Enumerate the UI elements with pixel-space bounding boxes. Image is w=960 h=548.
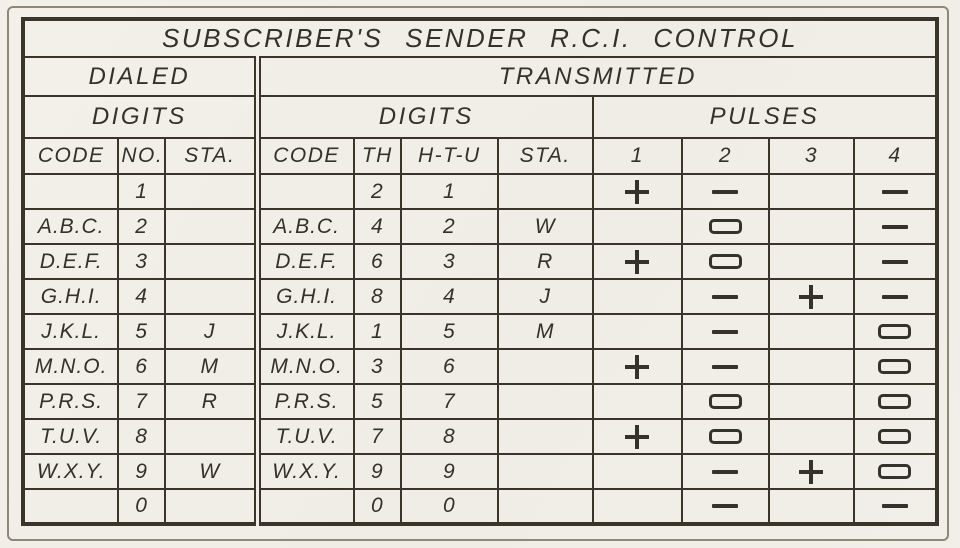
section-header-dialed: DIALED bbox=[23, 57, 257, 96]
cell-transmitted-th: 9 bbox=[354, 454, 402, 489]
cell-pulse-4 bbox=[854, 349, 937, 384]
dash-pulse-icon bbox=[882, 225, 908, 229]
cell-dialed-code: D.E.F. bbox=[23, 244, 118, 279]
cell-transmitted-htu: 0 bbox=[401, 489, 497, 524]
col-header-dialed-code: CODE bbox=[23, 138, 118, 174]
cell-dialed-sta bbox=[165, 279, 257, 314]
cell-transmitted-sta bbox=[498, 489, 593, 524]
cell-transmitted-sta bbox=[498, 419, 593, 454]
cell-transmitted-code bbox=[257, 174, 353, 209]
col-header-pulse-2: 2 bbox=[682, 138, 769, 174]
cell-transmitted-sta bbox=[498, 384, 593, 419]
cell-dialed-sta: J bbox=[165, 314, 257, 349]
cell-dialed-code bbox=[23, 489, 118, 524]
cell-pulse-1 bbox=[593, 349, 682, 384]
cell-dialed-sta bbox=[165, 244, 257, 279]
cell-transmitted-code: W.X.Y. bbox=[257, 454, 353, 489]
cell-transmitted-th: 3 bbox=[354, 349, 402, 384]
group-header-row bbox=[23, 96, 937, 138]
cell-pulse-1 bbox=[593, 454, 682, 489]
box-pulse-icon bbox=[878, 394, 911, 409]
dash-pulse-icon bbox=[882, 295, 908, 299]
cell-pulse-1 bbox=[593, 384, 682, 419]
cell-pulse-3 bbox=[769, 244, 854, 279]
cell-dialed-no: 5 bbox=[118, 314, 165, 349]
table-row bbox=[23, 244, 937, 279]
box-pulse-icon bbox=[709, 394, 742, 409]
cell-dialed-no: 2 bbox=[118, 209, 165, 244]
cell-transmitted-sta bbox=[498, 454, 593, 489]
table-row bbox=[23, 209, 937, 244]
cell-transmitted-sta bbox=[498, 174, 593, 209]
cell-pulse-2 bbox=[682, 244, 769, 279]
cell-transmitted-htu: 6 bbox=[401, 349, 497, 384]
dash-pulse-icon bbox=[712, 190, 738, 194]
cell-pulse-3 bbox=[769, 314, 854, 349]
cell-transmitted-th: 4 bbox=[354, 209, 402, 244]
cell-pulse-1 bbox=[593, 174, 682, 209]
cell-pulse-1 bbox=[593, 209, 682, 244]
cell-pulse-2 bbox=[682, 314, 769, 349]
box-pulse-icon bbox=[878, 464, 911, 479]
cell-transmitted-code: P.R.S. bbox=[257, 384, 353, 419]
cell-transmitted-th: 1 bbox=[354, 314, 402, 349]
table-row bbox=[23, 454, 937, 489]
col-header-dialed-no: NO. bbox=[118, 138, 165, 174]
cell-pulse-3 bbox=[769, 454, 854, 489]
dash-pulse-icon bbox=[712, 504, 738, 508]
cell-transmitted-code: M.N.O. bbox=[257, 349, 353, 384]
group-header-dialed-digits: DIGITS bbox=[23, 96, 257, 138]
table-title-row bbox=[23, 19, 937, 57]
cell-transmitted-th: 5 bbox=[354, 384, 402, 419]
col-header-transmitted-th: TH bbox=[354, 138, 402, 174]
cell-transmitted-sta: W bbox=[498, 209, 593, 244]
box-pulse-icon bbox=[878, 359, 911, 374]
cell-pulse-1 bbox=[593, 419, 682, 454]
plus-pulse-icon bbox=[625, 425, 649, 449]
cell-dialed-no: 4 bbox=[118, 279, 165, 314]
table-row bbox=[23, 349, 937, 384]
cell-dialed-no: 9 bbox=[118, 454, 165, 489]
dash-pulse-icon bbox=[882, 190, 908, 194]
plus-pulse-icon bbox=[625, 180, 649, 204]
cell-transmitted-htu: 8 bbox=[401, 419, 497, 454]
table-row bbox=[23, 384, 937, 419]
cell-dialed-code: G.H.I. bbox=[23, 279, 118, 314]
dash-pulse-icon bbox=[712, 295, 738, 299]
cell-transmitted-code: G.H.I. bbox=[257, 279, 353, 314]
box-pulse-icon bbox=[709, 254, 742, 269]
cell-pulse-3 bbox=[769, 419, 854, 454]
cell-dialed-code: J.K.L. bbox=[23, 314, 118, 349]
cell-dialed-sta bbox=[165, 209, 257, 244]
cell-pulse-1 bbox=[593, 489, 682, 524]
cell-dialed-no: 6 bbox=[118, 349, 165, 384]
box-pulse-icon bbox=[709, 429, 742, 444]
group-header-pulses: PULSES bbox=[593, 96, 937, 138]
cell-pulse-2 bbox=[682, 349, 769, 384]
section-header-transmitted: TRANSMITTED bbox=[257, 57, 937, 96]
cell-dialed-sta: M bbox=[165, 349, 257, 384]
cell-transmitted-htu: 3 bbox=[401, 244, 497, 279]
cell-transmitted-code bbox=[257, 489, 353, 524]
rci-control-table bbox=[21, 17, 939, 526]
table-row bbox=[23, 279, 937, 314]
cell-dialed-code: A.B.C. bbox=[23, 209, 118, 244]
cell-pulse-2 bbox=[682, 489, 769, 524]
plus-pulse-icon bbox=[799, 285, 823, 309]
cell-dialed-no: 0 bbox=[118, 489, 165, 524]
table-row bbox=[23, 489, 937, 524]
cell-pulse-4 bbox=[854, 244, 937, 279]
cell-pulse-1 bbox=[593, 314, 682, 349]
col-header-pulse-3: 3 bbox=[769, 138, 854, 174]
col-header-transmitted-code: CODE bbox=[257, 138, 353, 174]
group-header-transmitted-digits: DIGITS bbox=[257, 96, 593, 138]
cell-pulse-3 bbox=[769, 489, 854, 524]
table-row bbox=[23, 419, 937, 454]
table-row bbox=[23, 314, 937, 349]
col-header-pulse-4: 4 bbox=[854, 138, 937, 174]
box-pulse-icon bbox=[878, 324, 911, 339]
cell-dialed-code: W.X.Y. bbox=[23, 454, 118, 489]
cell-transmitted-th: 7 bbox=[354, 419, 402, 454]
box-pulse-icon bbox=[878, 429, 911, 444]
cell-dialed-sta bbox=[165, 489, 257, 524]
cell-transmitted-htu: 5 bbox=[401, 314, 497, 349]
cell-pulse-1 bbox=[593, 244, 682, 279]
box-pulse-icon bbox=[709, 219, 742, 234]
cell-pulse-3 bbox=[769, 174, 854, 209]
col-header-pulse-1: 1 bbox=[593, 138, 682, 174]
plus-pulse-icon bbox=[625, 250, 649, 274]
cell-pulse-4 bbox=[854, 174, 937, 209]
cell-pulse-4 bbox=[854, 209, 937, 244]
cell-dialed-no: 7 bbox=[118, 384, 165, 419]
cell-dialed-no: 1 bbox=[118, 174, 165, 209]
cell-pulse-2 bbox=[682, 279, 769, 314]
cell-transmitted-code: T.U.V. bbox=[257, 419, 353, 454]
col-header-transmitted-sta: STA. bbox=[498, 138, 593, 174]
cell-transmitted-htu: 9 bbox=[401, 454, 497, 489]
cell-pulse-4 bbox=[854, 279, 937, 314]
cell-pulse-2 bbox=[682, 209, 769, 244]
cell-pulse-4 bbox=[854, 489, 937, 524]
col-header-transmitted-htu: H-T-U bbox=[401, 138, 497, 174]
cell-transmitted-sta bbox=[498, 349, 593, 384]
col-header-dialed-sta: STA. bbox=[165, 138, 257, 174]
cell-dialed-code: T.U.V. bbox=[23, 419, 118, 454]
cell-dialed-sta bbox=[165, 174, 257, 209]
cell-pulse-4 bbox=[854, 454, 937, 489]
cell-dialed-no: 3 bbox=[118, 244, 165, 279]
table-body bbox=[23, 174, 937, 524]
cell-transmitted-sta: J bbox=[498, 279, 593, 314]
cell-pulse-3 bbox=[769, 209, 854, 244]
cell-transmitted-code: A.B.C. bbox=[257, 209, 353, 244]
cell-pulse-2 bbox=[682, 454, 769, 489]
dash-pulse-icon bbox=[712, 470, 738, 474]
dash-pulse-icon bbox=[882, 504, 908, 508]
cell-dialed-code: M.N.O. bbox=[23, 349, 118, 384]
cell-transmitted-htu: 4 bbox=[401, 279, 497, 314]
page-title: SUBSCRIBER'S SENDER R.C.I. CONTROL bbox=[23, 19, 937, 57]
cell-transmitted-th: 8 bbox=[354, 279, 402, 314]
section-header-row bbox=[23, 57, 937, 96]
cell-transmitted-sta: M bbox=[498, 314, 593, 349]
cell-dialed-sta: R bbox=[165, 384, 257, 419]
cell-pulse-2 bbox=[682, 174, 769, 209]
cell-pulse-3 bbox=[769, 349, 854, 384]
cell-pulse-4 bbox=[854, 419, 937, 454]
cell-dialed-no: 8 bbox=[118, 419, 165, 454]
dash-pulse-icon bbox=[712, 365, 738, 369]
cell-transmitted-th: 0 bbox=[354, 489, 402, 524]
cell-pulse-3 bbox=[769, 384, 854, 419]
cell-transmitted-th: 6 bbox=[354, 244, 402, 279]
table-row bbox=[23, 174, 937, 209]
cell-transmitted-htu: 7 bbox=[401, 384, 497, 419]
cell-dialed-code: P.R.S. bbox=[23, 384, 118, 419]
cell-transmitted-htu: 2 bbox=[401, 209, 497, 244]
dash-pulse-icon bbox=[882, 260, 908, 264]
cell-dialed-sta bbox=[165, 419, 257, 454]
cell-transmitted-code: D.E.F. bbox=[257, 244, 353, 279]
cell-transmitted-code: J.K.L. bbox=[257, 314, 353, 349]
cell-pulse-3 bbox=[769, 279, 854, 314]
cell-dialed-sta: W bbox=[165, 454, 257, 489]
cell-dialed-code bbox=[23, 174, 118, 209]
cell-transmitted-th: 2 bbox=[354, 174, 402, 209]
column-header-row bbox=[23, 138, 937, 174]
plus-pulse-icon bbox=[799, 460, 823, 484]
cell-pulse-2 bbox=[682, 384, 769, 419]
dash-pulse-icon bbox=[712, 330, 738, 334]
cell-pulse-1 bbox=[593, 279, 682, 314]
cell-pulse-4 bbox=[854, 384, 937, 419]
plus-pulse-icon bbox=[625, 355, 649, 379]
cell-pulse-2 bbox=[682, 419, 769, 454]
cell-transmitted-sta: R bbox=[498, 244, 593, 279]
cell-transmitted-htu: 1 bbox=[401, 174, 497, 209]
cell-pulse-4 bbox=[854, 314, 937, 349]
